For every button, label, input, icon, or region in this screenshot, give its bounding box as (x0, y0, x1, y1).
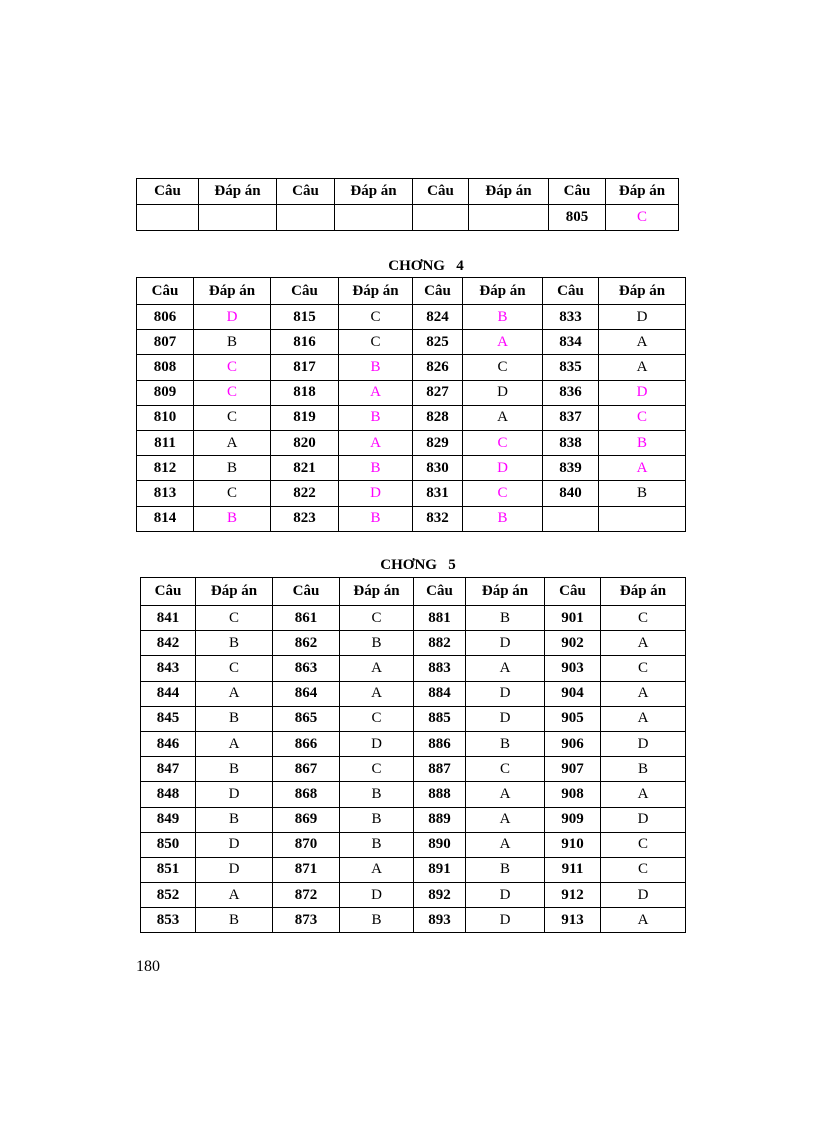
answer-cell: C (463, 355, 543, 380)
question-number-cell: 871 (273, 857, 340, 882)
question-number-cell: 888 (414, 782, 466, 807)
question-number-cell: 808 (137, 355, 194, 380)
answer-cell: D (466, 681, 545, 706)
answer-cell: B (466, 606, 545, 631)
answer-cell: A (466, 807, 545, 832)
answer-cell: D (601, 807, 686, 832)
question-number-cell: 873 (273, 908, 340, 933)
answer-cell: C (339, 305, 413, 330)
answer-cell: C (196, 656, 273, 681)
question-number-cell: 850 (141, 832, 196, 857)
answer-cell: A (466, 832, 545, 857)
answer-cell: A (599, 355, 686, 380)
answer-cell: B (340, 908, 414, 933)
answer-cell: D (339, 481, 413, 506)
column-header: Câu (271, 278, 339, 305)
answer-cell: A (340, 857, 414, 882)
answer-table-chapter5 (140, 577, 686, 933)
answer-cell: B (196, 807, 273, 832)
question-number-cell: 833 (543, 305, 599, 330)
answer-cell: B (196, 631, 273, 656)
answer-cell: A (196, 731, 273, 756)
answer-cell: D (601, 731, 686, 756)
answer-cell: D (196, 857, 273, 882)
question-number-cell (543, 506, 599, 531)
answer-cell: B (196, 757, 273, 782)
question-number-cell: 815 (271, 305, 339, 330)
question-number-cell: 829 (413, 430, 463, 455)
answer-cell: B (463, 305, 543, 330)
question-number-cell: 820 (271, 430, 339, 455)
column-header: Câu (549, 179, 606, 205)
answer-cell: B (196, 908, 273, 933)
question-number-cell: 891 (414, 857, 466, 882)
question-number-cell: 843 (141, 656, 196, 681)
answer-cell: A (466, 656, 545, 681)
column-header: Đáp án (194, 278, 271, 305)
question-number-cell: 885 (414, 706, 466, 731)
question-number-cell: 892 (414, 883, 466, 908)
column-header: Câu (414, 578, 466, 606)
header-row (141, 578, 686, 606)
table-row (141, 681, 686, 706)
column-header: Đáp án (606, 179, 679, 205)
answer-cell: D (466, 706, 545, 731)
question-number-cell: 845 (141, 706, 196, 731)
answer-cell: A (599, 330, 686, 355)
answer-cell: A (196, 681, 273, 706)
answer-cell: B (194, 506, 271, 531)
answer-cell: A (339, 380, 413, 405)
answer-cell: C (599, 405, 686, 430)
answer-cell: C (601, 857, 686, 882)
answer-cell: B (340, 631, 414, 656)
answer-cell: A (601, 681, 686, 706)
question-number-cell: 864 (273, 681, 340, 706)
answer-cell: D (340, 883, 414, 908)
table-row (137, 456, 686, 481)
column-header: Câu (277, 179, 335, 205)
answer-cell (335, 205, 413, 231)
table-row (137, 205, 679, 231)
question-number-cell (413, 205, 469, 231)
table-row (141, 656, 686, 681)
question-number-cell: 861 (273, 606, 340, 631)
question-number-cell: 847 (141, 757, 196, 782)
column-header: Câu (545, 578, 601, 606)
column-header: Câu (413, 278, 463, 305)
answer-cell: B (194, 330, 271, 355)
page-number: 180 (136, 958, 160, 975)
table-row (137, 506, 686, 531)
question-number-cell: 810 (137, 405, 194, 430)
question-number-cell: 887 (414, 757, 466, 782)
question-number-cell: 828 (413, 405, 463, 430)
table-row (141, 908, 686, 933)
column-header: Đáp án (601, 578, 686, 606)
question-number-cell: 824 (413, 305, 463, 330)
answer-cell: A (463, 330, 543, 355)
chapter4-title: CHƠNG 4 (388, 258, 464, 274)
column-header: Câu (137, 278, 194, 305)
question-number-cell: 805 (549, 205, 606, 231)
table-row (141, 807, 686, 832)
answer-cell: A (463, 405, 543, 430)
question-number-cell: 831 (413, 481, 463, 506)
question-number-cell: 832 (413, 506, 463, 531)
table-row (141, 631, 686, 656)
question-number-cell: 836 (543, 380, 599, 405)
question-number-cell: 812 (137, 456, 194, 481)
answer-cell: A (599, 456, 686, 481)
question-number-cell: 870 (273, 832, 340, 857)
question-number-cell: 865 (273, 706, 340, 731)
answer-cell: B (339, 506, 413, 531)
answer-cell: C (194, 481, 271, 506)
answer-cell: D (466, 883, 545, 908)
answer-cell: C (463, 481, 543, 506)
column-header: Câu (137, 179, 199, 205)
question-number-cell: 883 (414, 656, 466, 681)
question-number-cell: 826 (413, 355, 463, 380)
question-number-cell: 903 (545, 656, 601, 681)
question-number-cell: 806 (137, 305, 194, 330)
answer-table-chapter4 (136, 277, 686, 532)
question-number-cell (137, 205, 199, 231)
question-number-cell: 819 (271, 405, 339, 430)
question-number-cell: 863 (273, 656, 340, 681)
question-number-cell: 908 (545, 782, 601, 807)
answer-cell: D (194, 305, 271, 330)
question-number-cell: 912 (545, 883, 601, 908)
question-number-cell: 827 (413, 380, 463, 405)
answer-cell: B (339, 355, 413, 380)
table-row (141, 883, 686, 908)
answer-cell: B (194, 456, 271, 481)
question-number-cell: 844 (141, 681, 196, 706)
answer-cell: C (463, 430, 543, 455)
question-number-cell: 890 (414, 832, 466, 857)
question-number-cell: 835 (543, 355, 599, 380)
column-header: Đáp án (339, 278, 413, 305)
answer-cell: A (340, 681, 414, 706)
question-number-cell: 904 (545, 681, 601, 706)
table-row (137, 330, 686, 355)
question-number-cell: 830 (413, 456, 463, 481)
answer-cell: A (601, 631, 686, 656)
answer-cell: C (466, 757, 545, 782)
answer-cell: A (194, 430, 271, 455)
question-number-cell: 817 (271, 355, 339, 380)
question-number-cell: 846 (141, 731, 196, 756)
answer-cell (199, 205, 277, 231)
table-row (141, 832, 686, 857)
question-number-cell: 825 (413, 330, 463, 355)
answer-cell: A (339, 430, 413, 455)
question-number-cell (277, 205, 335, 231)
answer-cell: D (463, 456, 543, 481)
answer-cell: D (196, 782, 273, 807)
answer-cell: C (196, 606, 273, 631)
answer-cell: C (194, 355, 271, 380)
question-number-cell: 889 (414, 807, 466, 832)
answer-cell: B (339, 405, 413, 430)
question-number-cell: 816 (271, 330, 339, 355)
answer-cell: C (340, 757, 414, 782)
table-row (141, 757, 686, 782)
question-number-cell: 893 (414, 908, 466, 933)
table-row (137, 355, 686, 380)
answer-cell: D (466, 631, 545, 656)
question-number-cell: 911 (545, 857, 601, 882)
question-number-cell: 881 (414, 606, 466, 631)
question-number-cell: 852 (141, 883, 196, 908)
question-number-cell: 841 (141, 606, 196, 631)
question-number-cell: 840 (543, 481, 599, 506)
question-number-cell: 906 (545, 731, 601, 756)
table-row (141, 731, 686, 756)
answer-cell: B (340, 832, 414, 857)
column-header: Đáp án (466, 578, 545, 606)
answer-cell: A (601, 908, 686, 933)
question-number-cell: 853 (141, 908, 196, 933)
column-header: Đáp án (340, 578, 414, 606)
answer-cell: B (466, 857, 545, 882)
question-number-cell: 822 (271, 481, 339, 506)
answer-cell: C (194, 405, 271, 430)
question-number-cell: 818 (271, 380, 339, 405)
answer-cell: D (601, 883, 686, 908)
column-header: Câu (543, 278, 599, 305)
question-number-cell: 868 (273, 782, 340, 807)
answer-cell: C (601, 832, 686, 857)
question-number-cell: 910 (545, 832, 601, 857)
answer-cell: B (601, 757, 686, 782)
column-header: Đáp án (199, 179, 277, 205)
question-number-cell: 909 (545, 807, 601, 832)
answer-cell: D (599, 380, 686, 405)
question-number-cell: 913 (545, 908, 601, 933)
table-row (137, 305, 686, 330)
answer-cell: C (340, 706, 414, 731)
answer-table-top (136, 178, 679, 231)
table-row (141, 782, 686, 807)
answer-cell: B (196, 706, 273, 731)
table-row (137, 380, 686, 405)
question-number-cell: 866 (273, 731, 340, 756)
answer-cell: C (601, 606, 686, 631)
answer-cell (599, 506, 686, 531)
answer-cell: D (599, 305, 686, 330)
answer-cell: B (339, 456, 413, 481)
question-number-cell: 839 (543, 456, 599, 481)
question-number-cell: 886 (414, 731, 466, 756)
column-header: Đáp án (196, 578, 273, 606)
answer-cell: A (601, 706, 686, 731)
answer-cell: B (463, 506, 543, 531)
column-header: Câu (141, 578, 196, 606)
question-number-cell: 842 (141, 631, 196, 656)
answer-cell: D (463, 380, 543, 405)
question-number-cell: 807 (137, 330, 194, 355)
answer-cell: B (466, 731, 545, 756)
question-number-cell: 905 (545, 706, 601, 731)
question-number-cell: 867 (273, 757, 340, 782)
question-number-cell: 837 (543, 405, 599, 430)
question-number-cell: 813 (137, 481, 194, 506)
answer-cell (469, 205, 549, 231)
question-number-cell: 862 (273, 631, 340, 656)
question-number-cell: 821 (271, 456, 339, 481)
column-header: Đáp án (463, 278, 543, 305)
question-number-cell: 884 (414, 681, 466, 706)
question-number-cell: 848 (141, 782, 196, 807)
table-row (141, 706, 686, 731)
table-row (141, 857, 686, 882)
answer-cell: A (601, 782, 686, 807)
column-header: Đáp án (599, 278, 686, 305)
answer-cell: C (194, 380, 271, 405)
question-number-cell: 849 (141, 807, 196, 832)
answer-cell: A (196, 883, 273, 908)
answer-cell: B (340, 807, 414, 832)
column-header: Câu (413, 179, 469, 205)
header-row (137, 179, 679, 205)
question-number-cell: 814 (137, 506, 194, 531)
question-number-cell: 809 (137, 380, 194, 405)
answer-cell: B (599, 430, 686, 455)
column-header: Đáp án (335, 179, 413, 205)
question-number-cell: 811 (137, 430, 194, 455)
answer-cell: C (340, 606, 414, 631)
answer-cell: B (340, 782, 414, 807)
question-number-cell: 882 (414, 631, 466, 656)
answer-cell: A (340, 656, 414, 681)
header-row (137, 278, 686, 305)
question-number-cell: 872 (273, 883, 340, 908)
answer-cell: D (340, 731, 414, 756)
answer-cell: B (599, 481, 686, 506)
answer-cell: C (601, 656, 686, 681)
question-number-cell: 838 (543, 430, 599, 455)
answer-cell: D (466, 908, 545, 933)
question-number-cell: 823 (271, 506, 339, 531)
table-row (137, 430, 686, 455)
answer-cell: A (466, 782, 545, 807)
question-number-cell: 869 (273, 807, 340, 832)
answer-cell: C (606, 205, 679, 231)
answer-cell: C (339, 330, 413, 355)
question-number-cell: 907 (545, 757, 601, 782)
table-row (137, 481, 686, 506)
table-row (137, 405, 686, 430)
question-number-cell: 834 (543, 330, 599, 355)
question-number-cell: 902 (545, 631, 601, 656)
column-header: Câu (273, 578, 340, 606)
column-header: Đáp án (469, 179, 549, 205)
answer-cell: D (196, 832, 273, 857)
table-row (141, 606, 686, 631)
chapter5-title: CHƠNG 5 (380, 557, 456, 573)
question-number-cell: 901 (545, 606, 601, 631)
question-number-cell: 851 (141, 857, 196, 882)
